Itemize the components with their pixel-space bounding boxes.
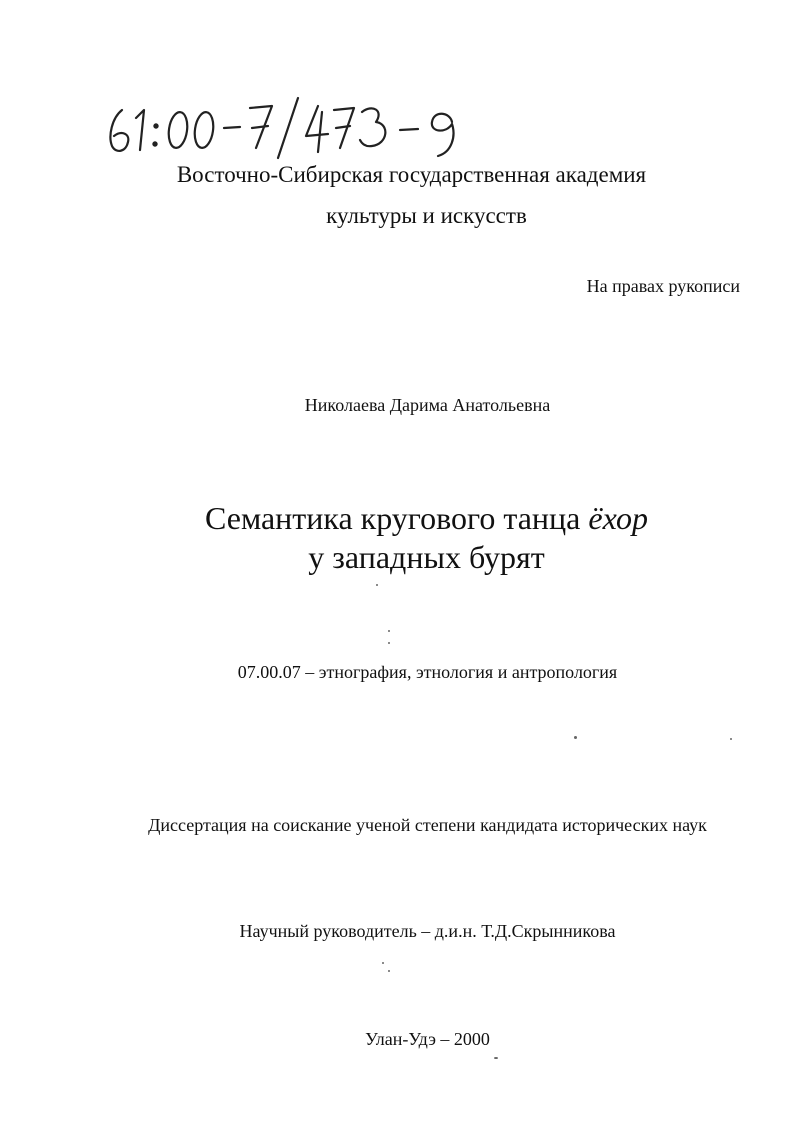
scan-speck [730, 738, 732, 740]
scan-speck [494, 1057, 498, 1059]
dissertation-degree-statement: Диссертация на соискание ученой степени кандидата исторических наук [148, 815, 707, 835]
specialty-code: 07.00.07 – этнография, этнология и антропология [237, 662, 618, 682]
handwritten-catalog-number [100, 92, 540, 162]
institution-line-2: культуры и искусств [326, 203, 527, 228]
title-prefix: Семантика кругового танца [205, 500, 589, 536]
scan-speck [376, 584, 378, 586]
scan-speck [388, 630, 390, 632]
scientific-supervisor: Научный руководитель – д.и.н. Т.Д.Скрынникова [239, 921, 616, 941]
dissertation-title-line-1 [0, 500, 793, 537]
author-name: Николаева Дарима Анатольевна [304, 395, 551, 415]
title-italic-word: ёхор [588, 500, 648, 536]
scan-speck [388, 642, 390, 644]
handwritten-code-drawing [100, 92, 540, 162]
dissertation-title-line-2: у западных бурят [308, 539, 545, 575]
scan-speck [382, 962, 384, 964]
city-year: Улан-Удэ – 2000 [365, 1029, 490, 1049]
institution-line-1: Восточно-Сибирская государственная академия [176, 162, 647, 187]
scan-speck [388, 970, 390, 972]
rights-notice: На правах рукописи [586, 276, 740, 296]
scan-speck [574, 736, 577, 739]
